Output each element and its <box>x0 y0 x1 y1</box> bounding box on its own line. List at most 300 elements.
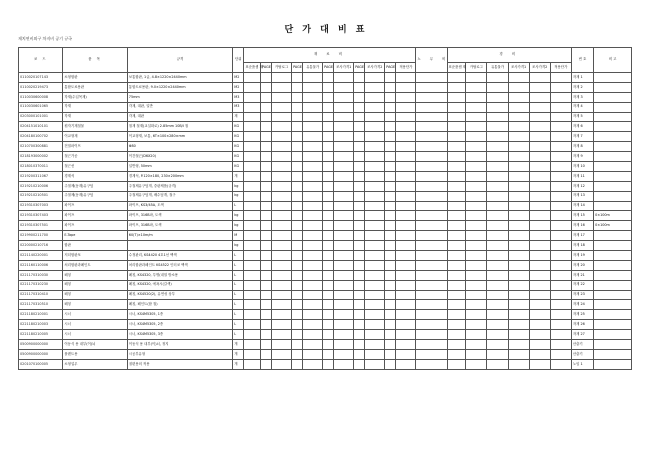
item-code-cell: 0221180210005 <box>19 330 63 340</box>
price-cell <box>508 82 529 92</box>
table-row <box>19 320 632 330</box>
price-cell <box>550 221 571 231</box>
price-cell <box>529 349 550 359</box>
expense-subheader: 카탈로그 <box>466 63 487 73</box>
price-cell <box>396 92 416 102</box>
price-cell <box>323 122 334 132</box>
item-spec-cell <box>127 241 232 251</box>
item-name-cell: 통합도료용판 <box>63 82 127 92</box>
price-cell <box>466 201 487 211</box>
material-subheader: 적용단가 <box>396 63 416 73</box>
price-cell <box>508 349 529 359</box>
price-cell <box>261 201 272 211</box>
price-cell <box>354 330 365 340</box>
price-cell <box>303 290 323 300</box>
price-cell <box>466 191 487 201</box>
price-cell <box>292 112 303 122</box>
price-cell <box>303 270 323 280</box>
price-cell <box>323 162 334 172</box>
item-name-cell: 시너 <box>63 320 127 330</box>
price-cell <box>396 310 416 320</box>
item-remark-cell <box>594 320 632 330</box>
price-cell <box>550 162 571 172</box>
price-cell <box>334 251 354 261</box>
item-unit-cell: L <box>233 270 244 280</box>
price-cell <box>261 122 272 132</box>
price-cell <box>354 122 365 132</box>
price-cell <box>550 92 571 102</box>
item-seq-cell: 자재 3 <box>571 92 593 102</box>
price-cell <box>487 231 508 241</box>
price-cell <box>261 152 272 162</box>
item-spec-cell: 시너, KS4M5305, 1종 <box>127 310 232 320</box>
price-cell <box>487 181 508 191</box>
price-cell <box>334 112 354 122</box>
price-cell <box>272 92 292 102</box>
price-cell <box>529 82 550 92</box>
material-subheader: 조사가격1 <box>334 63 354 73</box>
item-seq-cell: 자재 26 <box>571 320 593 330</box>
material-subheader: 표준품셈 계 <box>244 63 261 73</box>
price-cell <box>261 330 272 340</box>
price-cell <box>385 340 396 350</box>
price-cell <box>354 102 365 112</box>
item-seq-cell: 자재 12 <box>571 181 593 191</box>
item-code-cell: 0219900211700 <box>19 231 63 241</box>
item-remark-cell <box>594 152 632 162</box>
price-cell <box>323 320 334 330</box>
price-cell <box>244 290 261 300</box>
price-cell <box>550 330 571 340</box>
price-cell <box>244 122 261 132</box>
price-cell <box>396 340 416 350</box>
item-name-cell: 이교형재 <box>63 132 127 142</box>
price-cell <box>416 92 447 102</box>
price-cell <box>292 231 303 241</box>
price-cell <box>416 211 447 221</box>
price-cell <box>323 221 334 231</box>
price-cell <box>244 330 261 340</box>
item-seq-cell: 산출기 <box>571 340 593 350</box>
price-cell <box>416 122 447 132</box>
item-unit-cell: KG <box>233 142 244 152</box>
price-cell <box>550 320 571 330</box>
price-cell <box>244 359 261 369</box>
item-remark-cell <box>594 201 632 211</box>
price-cell <box>385 201 396 211</box>
item-unit-cell: M <box>233 231 244 241</box>
item-spec-cell: 파이프, KS3/45A, 도색 <box>127 201 232 211</box>
price-cell <box>385 359 396 369</box>
price-cell <box>261 241 272 251</box>
item-remark-cell <box>594 191 632 201</box>
item-spec-cell: 시너, KS4M5305, 3종 <box>127 330 232 340</box>
price-cell <box>365 73 385 83</box>
price-cell <box>334 349 354 359</box>
header-material: 재 료 비 <box>244 48 416 63</box>
price-cell <box>261 300 272 310</box>
price-cell <box>447 162 466 172</box>
item-unit-cell: L <box>233 330 244 340</box>
price-cell <box>292 320 303 330</box>
price-cell <box>396 73 416 83</box>
price-cell <box>334 162 354 172</box>
price-cell <box>261 280 272 290</box>
price-cell <box>303 221 323 231</box>
table-row <box>19 330 632 340</box>
price-cell <box>416 320 447 330</box>
item-code-cell: 0218010370011 <box>19 162 63 172</box>
price-cell <box>334 270 354 280</box>
price-cell <box>447 349 466 359</box>
price-cell <box>385 181 396 191</box>
price-cell <box>365 181 385 191</box>
price-cell <box>550 171 571 181</box>
price-cell <box>244 162 261 172</box>
price-cell <box>365 270 385 280</box>
item-remark-cell <box>594 82 632 92</box>
price-cell <box>396 270 416 280</box>
price-cell <box>272 231 292 241</box>
price-cell <box>334 241 354 251</box>
price-cell <box>508 280 529 290</box>
header-expense: 경 비 <box>447 48 571 63</box>
item-unit-cell: kg <box>233 191 244 201</box>
table-row <box>19 102 632 112</box>
price-cell <box>365 201 385 211</box>
price-cell <box>447 201 466 211</box>
price-cell <box>447 241 466 251</box>
price-cell <box>508 330 529 340</box>
item-seq-cell: 자재 27 <box>571 330 593 340</box>
price-cell <box>466 92 487 102</box>
item-seq-cell: 자재 16 <box>571 221 593 231</box>
table-row <box>19 132 632 142</box>
price-cell <box>550 241 571 251</box>
price-cell <box>550 340 571 350</box>
price-cell <box>272 310 292 320</box>
price-cell <box>487 241 508 251</box>
price-cell <box>385 92 396 102</box>
item-remark-cell <box>594 162 632 172</box>
price-cell <box>508 300 529 310</box>
price-cell <box>261 162 272 172</box>
item-code-cell: 0221180210003 <box>19 320 63 330</box>
price-cell <box>508 270 529 280</box>
item-remark-cell <box>594 260 632 270</box>
item-code-cell: 0221180210001 <box>19 310 63 320</box>
price-cell <box>447 251 466 261</box>
item-remark-cell <box>594 340 632 350</box>
price-cell <box>447 92 466 102</box>
price-cell <box>508 92 529 102</box>
price-cell <box>550 270 571 280</box>
price-cell <box>303 349 323 359</box>
price-cell <box>244 241 261 251</box>
item-spec-cell: 페칭, 페인트(합 철) <box>127 300 232 310</box>
price-cell <box>272 359 292 369</box>
price-cell <box>447 122 466 132</box>
item-seq-cell: 자재 20 <box>571 260 593 270</box>
price-cell <box>396 82 416 92</box>
price-cell <box>272 73 292 83</box>
price-cell <box>447 191 466 201</box>
price-cell <box>447 181 466 191</box>
item-spec-cell: 60(T)×10m/m <box>127 231 232 241</box>
price-cell <box>529 310 550 320</box>
price-cell <box>354 92 365 102</box>
price-cell <box>508 201 529 211</box>
price-cell <box>354 359 365 369</box>
item-seq-cell: 자재 1 <box>571 73 593 83</box>
item-remark-cell <box>594 359 632 369</box>
price-cell <box>508 359 529 369</box>
price-cell <box>354 221 365 231</box>
price-cell <box>354 270 365 280</box>
price-cell <box>354 260 365 270</box>
item-remark-cell <box>594 102 632 112</box>
price-cell <box>292 260 303 270</box>
price-cell <box>365 260 385 270</box>
price-cell <box>244 132 261 142</box>
item-spec-cell: 파이프, 316B파, 도색 <box>127 221 232 231</box>
price-cell <box>354 181 365 191</box>
price-cell <box>385 260 396 270</box>
item-unit-cell: KG <box>233 162 244 172</box>
price-cell <box>529 320 550 330</box>
price-cell <box>466 260 487 270</box>
price-cell <box>292 73 303 83</box>
expense-subheader: 유통물가 <box>487 63 508 73</box>
price-cell <box>385 162 396 172</box>
item-code-cell: 0110030600008 <box>19 92 63 102</box>
table-row <box>19 251 632 261</box>
item-remark-cell <box>594 251 632 261</box>
price-cell <box>244 270 261 280</box>
item-name-cell: 철근선 <box>63 162 127 172</box>
item-spec-cell: 각재, 대판, 일반 <box>127 102 232 112</box>
price-cell <box>508 211 529 221</box>
price-cell <box>334 211 354 221</box>
price-cell <box>261 231 272 241</box>
item-spec-cell: 경계석, P.120×180, 230×200mm <box>127 171 232 181</box>
price-cell <box>303 241 323 251</box>
price-cell <box>529 142 550 152</box>
item-spec-cell: 페칭, KS4320, 투명(내열 방소용 <box>127 270 232 280</box>
item-seq-cell: 자재 7 <box>571 132 593 142</box>
price-cell <box>272 181 292 191</box>
table-row <box>19 260 632 270</box>
price-cell <box>244 181 261 191</box>
price-cell <box>323 92 334 102</box>
price-cell <box>487 320 508 330</box>
price-cell <box>292 102 303 112</box>
price-cell <box>334 280 354 290</box>
price-cell <box>385 270 396 280</box>
price-cell <box>303 340 323 350</box>
price-cell <box>466 152 487 162</box>
item-code-cell: 0500900000000 <box>19 349 63 359</box>
price-cell <box>303 280 323 290</box>
price-cell <box>447 280 466 290</box>
item-spec-cell: 시너, KS4M5305, 2종 <box>127 320 232 330</box>
price-cell <box>292 290 303 300</box>
price-cell <box>385 102 396 112</box>
price-cell <box>487 122 508 132</box>
price-cell <box>466 73 487 83</box>
item-unit-cell: M2 <box>233 73 244 83</box>
item-spec-cell: 수정판리, KS4420 4호1선 백색 <box>127 251 232 261</box>
item-code-cell: 0221170310510 <box>19 300 63 310</box>
item-name-cell: 주철제(동계)유구덮 <box>63 191 127 201</box>
price-cell <box>385 191 396 201</box>
item-unit-cell: L <box>233 260 244 270</box>
price-cell <box>365 320 385 330</box>
item-seq-cell: 자재 10 <box>571 162 593 172</box>
item-code-cell: 0219310307003 <box>19 201 63 211</box>
price-cell <box>466 290 487 300</box>
table-row <box>19 162 632 172</box>
price-cell <box>334 330 354 340</box>
price-cell <box>292 171 303 181</box>
price-cell <box>261 102 272 112</box>
price-cell <box>447 73 466 83</box>
price-cell <box>261 251 272 261</box>
expense-subheader: 표준품셈 계 <box>447 63 466 73</box>
price-cell <box>334 102 354 112</box>
price-cell <box>365 280 385 290</box>
item-spec-cell: 파이프, 316B파, 도색 <box>127 211 232 221</box>
price-cell <box>354 340 365 350</box>
item-remark-cell <box>594 231 632 241</box>
price-cell <box>334 132 354 142</box>
price-cell <box>292 201 303 211</box>
price-cell <box>466 221 487 231</box>
item-code-cell: 0219200311067 <box>19 171 63 181</box>
price-cell <box>323 142 334 152</box>
price-cell <box>487 162 508 172</box>
item-seq-cell: 자재 19 <box>571 251 593 261</box>
price-cell <box>354 320 365 330</box>
price-cell <box>292 82 303 92</box>
item-name-cell: 철근가공 <box>63 152 127 162</box>
price-cell <box>529 152 550 162</box>
price-cell <box>447 221 466 231</box>
price-cell <box>385 310 396 320</box>
price-cell <box>272 349 292 359</box>
price-cell <box>303 112 323 122</box>
item-name-cell: 파이프 <box>63 201 127 211</box>
price-cell <box>323 102 334 112</box>
price-cell <box>354 82 365 92</box>
price-cell <box>303 191 323 201</box>
price-cell <box>487 152 508 162</box>
price-cell <box>244 152 261 162</box>
price-cell <box>487 330 508 340</box>
price-cell <box>365 171 385 181</box>
price-cell <box>244 251 261 261</box>
price-cell <box>550 73 571 83</box>
item-remark-cell <box>594 330 632 340</box>
item-name-cell: 소형합판 <box>63 73 127 83</box>
price-cell <box>261 132 272 142</box>
price-cell <box>303 201 323 211</box>
price-cell <box>292 162 303 172</box>
item-remark-cell <box>594 310 632 320</box>
price-cell <box>292 92 303 102</box>
price-cell <box>303 181 323 191</box>
price-cell <box>323 132 334 142</box>
price-cell <box>292 211 303 221</box>
item-name-cell: 합판 <box>63 241 127 251</box>
item-name-cell: 전열파이프 <box>63 142 127 152</box>
item-seq-cell: 자재 22 <box>571 280 593 290</box>
price-cell <box>487 211 508 221</box>
price-cell <box>508 181 529 191</box>
item-seq-cell: 자재 14 <box>571 201 593 211</box>
price-cell <box>365 241 385 251</box>
price-cell <box>303 251 323 261</box>
price-cell <box>396 300 416 310</box>
item-seq-cell: 자재 17 <box>571 231 593 241</box>
price-cell <box>323 191 334 201</box>
table-row <box>19 290 632 300</box>
price-cell <box>466 162 487 172</box>
price-cell <box>272 112 292 122</box>
price-cell <box>303 102 323 112</box>
price-cell <box>416 132 447 142</box>
price-cell <box>416 290 447 300</box>
item-seq-cell: 자재 23 <box>571 290 593 300</box>
price-cell <box>487 300 508 310</box>
expense-subheader: 적용단가 <box>550 63 571 73</box>
price-cell <box>508 320 529 330</box>
item-code-cell: 0221170310410 <box>19 290 63 300</box>
price-cell <box>303 320 323 330</box>
price-cell <box>272 162 292 172</box>
price-cell <box>303 92 323 102</box>
price-cell <box>365 290 385 300</box>
price-cell <box>244 260 261 270</box>
price-cell <box>385 73 396 83</box>
price-cell <box>416 251 447 261</box>
table-row <box>19 112 632 122</box>
item-name-cell: 각재(수입목재) <box>63 92 127 102</box>
price-cell <box>447 270 466 280</box>
price-cell <box>487 142 508 152</box>
item-name-cell: 시너 <box>63 330 127 340</box>
price-cell <box>272 260 292 270</box>
price-cell <box>292 132 303 142</box>
price-cell <box>487 92 508 102</box>
price-cell <box>487 82 508 92</box>
price-cell <box>261 340 272 350</box>
item-spec-cell: 통합도료용판, 9.0×1220×2440mm <box>127 82 232 92</box>
price-cell <box>334 260 354 270</box>
table-row <box>19 280 632 290</box>
price-cell <box>550 82 571 92</box>
item-remark-cell <box>594 270 632 280</box>
price-cell <box>261 82 272 92</box>
price-cell <box>323 359 334 369</box>
price-cell <box>447 211 466 221</box>
item-seq-cell: 자재 13 <box>571 191 593 201</box>
price-cell <box>292 251 303 261</box>
item-seq-cell: 노임 1 <box>571 359 593 369</box>
price-cell <box>244 82 261 92</box>
price-cell <box>466 241 487 251</box>
table-row <box>19 73 632 83</box>
